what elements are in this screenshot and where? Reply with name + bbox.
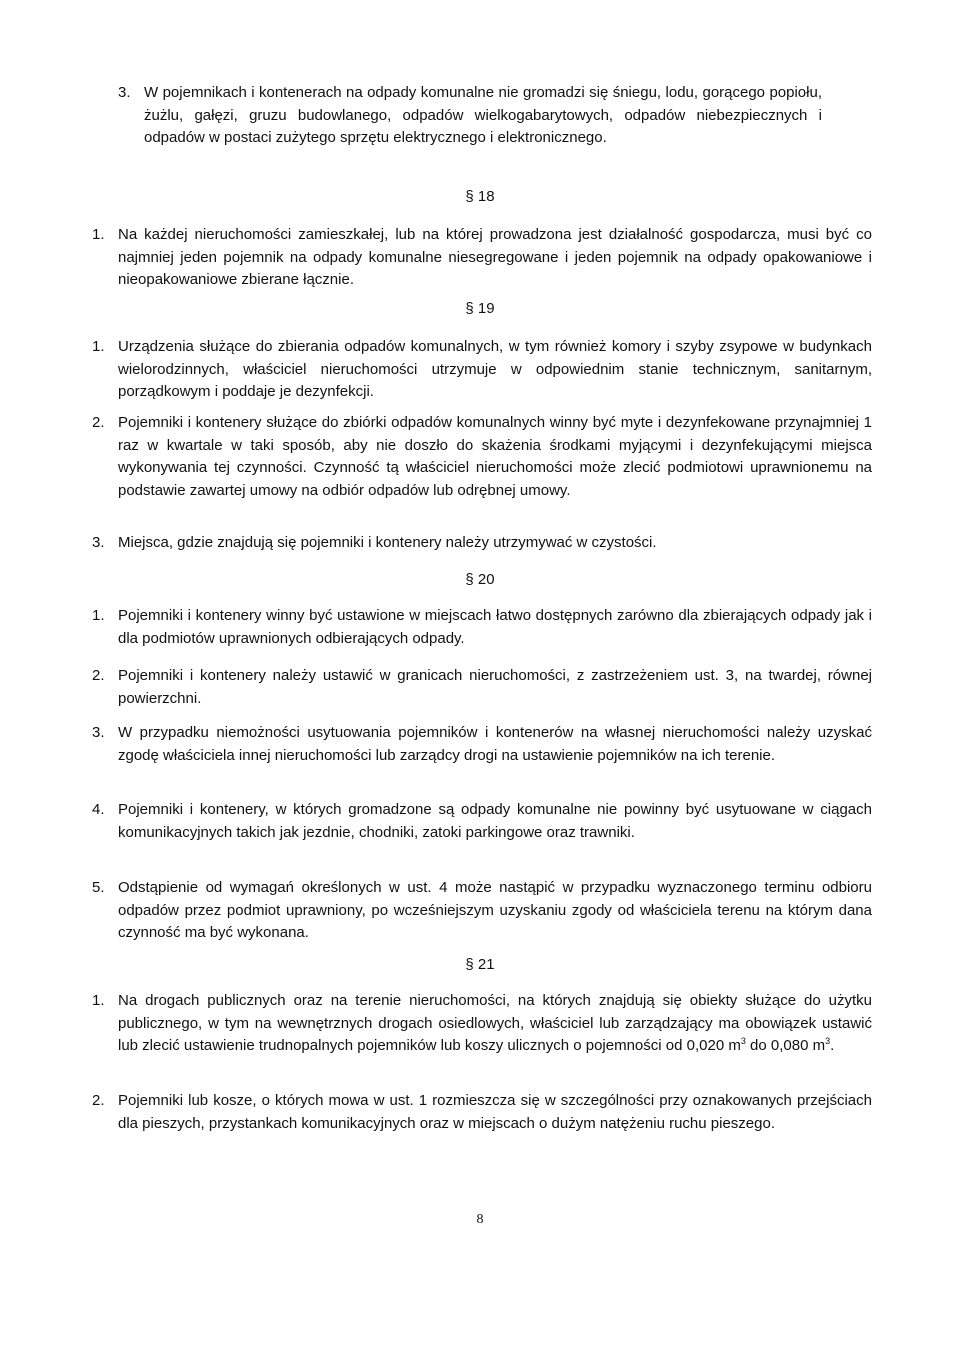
paragraph-number: 2. (92, 1092, 105, 1109)
paragraph-number: 1. (92, 607, 105, 624)
paragraph-text: Miejsca, gdzie znajdują się pojemniki i kontenery należy utrzymywać w czystości. (118, 534, 657, 551)
paragraph-number: 3. (92, 534, 105, 551)
paragraph-text (92, 990, 872, 1058)
page-number: 8 (476, 1212, 484, 1227)
paragraph-number: 2. (92, 414, 105, 431)
paragraph-20-5 (92, 877, 872, 945)
paragraph-text: Pojemniki i kontenery, w których gromadzone są odpady komunalne nie powinny być usytuowane w ciągach komunikacyjnych takich jak jezdnie, chodniki, zatoki parkingowe oraz trawniki. (118, 801, 872, 841)
paragraph-20-2 (92, 665, 872, 710)
paragraph-number: 3. (118, 84, 131, 101)
paragraph-number: 3. (92, 724, 105, 741)
paragraph-text: Pojemniki i kontenery służące do zbiórki odpadów komunalnych winny być myte i dezynfekowane przynajmniej 1 raz w kwartale w taki sposób, aby nie doszło do skażenia środkami myjącymi i dezynfekującymi miejsca wykonywania tej czynności. Czynność tą właściciel nieruchomości może zlecić podmiotowi uprawnionemu na podstawie zawartej umowy na odbiór odpadów lub odrębnej umowy. (118, 414, 872, 499)
paragraph-text-part: do 0,080 m (745, 1037, 826, 1054)
paragraph-text-part: Na drogach publicznych oraz na terenie nieruchomości, na których znajdują się obiekty służące do użytku publicznego, w tym na wewnętrznych drogach osiedlowych, właściciel lub zarządzający ma obowiązek ustawić lub zlecić ustawienie trudnopalnych pojemników lub koszy ulicznych o pojemności od 0,020 m (118, 992, 872, 1054)
paragraph-20-4 (92, 799, 872, 844)
paragraph-20-1 (92, 605, 872, 650)
paragraph-text: Pojemniki i kontenery winny być ustawione w miejscach łatwo dostępnych zarówno dla zbierających odpady jak i dla podmiotów uprawnionych odbierających odpady. (118, 607, 872, 647)
paragraph-text: W pojemnikach i kontenerach na odpady komunalne nie gromadzi się śniegu, lodu, gorącego popiołu, żużlu, gałęzi, gruzu budowlanego, odpadów wielkogabarytowych, odpadów niebezpiecznych i odpadów w postaci zużytego sprzętu elektrycznego i elektronicznego. (144, 84, 822, 146)
paragraph-text: Odstąpienie od wymagań określonych w ust. 4 może nastąpić w przypadku wyznaczonego terminu odbioru odpadów przez podmiot uprawniony, po wcześniejszym uzyskaniu zgody od właściciela terenu na którym dana czynność ma być wykonana. (118, 879, 872, 941)
section-heading-19: § 19 (465, 300, 495, 317)
paragraph-19-1 (92, 336, 872, 404)
paragraph-number: 1. (92, 992, 105, 1009)
paragraph-17-3 (118, 82, 822, 150)
paragraph-number: 2. (92, 667, 105, 684)
section-heading-21: § 21 (465, 956, 495, 973)
paragraph-text: Urządzenia służące do zbierania odpadów komunalnych, w tym również komory i szyby zsypowe w budynkach wielorodzinnych, właściciel nieruchomości utrzymuje w odpowiednim stanie technicznym, sanitarnym, porządkowym i poddaje je dezynfekcji. (118, 338, 872, 400)
paragraph-text-part: . (830, 1037, 835, 1054)
paragraph-text: Pojemniki lub kosze, o których mowa w ust. 1 rozmieszcza się w szczególności przy oznakowanych przejściach dla pieszych, przystankach komunikacyjnych oraz w miejscach o dużym natężeniu ruchu pieszego. (118, 1092, 872, 1132)
paragraph-19-3 (92, 532, 872, 555)
paragraph-number: 1. (92, 226, 105, 243)
paragraph-text: Na każdej nieruchomości zamieszkałej, lub na której prowadzona jest działalność gospodarcza, musi być co najmniej jeden pojemnik na odpady komunalne niesegregowane i jeden pojemnik na odpady opakowaniowe i nieopakowaniowe zbierane łącznie. (118, 226, 872, 288)
section-heading-20: § 20 (465, 571, 495, 588)
paragraph-number: 1. (92, 338, 105, 355)
paragraph-18-1 (92, 224, 872, 292)
superscript: 3 (740, 1036, 746, 1046)
superscript: 3 (825, 1036, 831, 1046)
paragraph-number: 5. (92, 879, 105, 896)
paragraph-20-3 (92, 722, 872, 767)
paragraph-text: Pojemniki i kontenery należy ustawić w granicach nieruchomości, z zastrzeżeniem ust. 3, na twardej, równej powierzchni. (118, 667, 872, 707)
section-heading-18: § 18 (465, 188, 495, 205)
paragraph-21-1 (92, 990, 872, 1058)
paragraph-text: W przypadku niemożności usytuowania pojemników i kontenerów na własnej nieruchomości należy uzyskać zgodę właściciela innej nieruchomości lub zarządcy drogi na ustawienie pojemników na ich terenie. (118, 724, 872, 764)
paragraph-19-2 (92, 412, 872, 502)
paragraph-number: 4. (92, 801, 105, 818)
paragraph-21-2 (92, 1090, 872, 1135)
